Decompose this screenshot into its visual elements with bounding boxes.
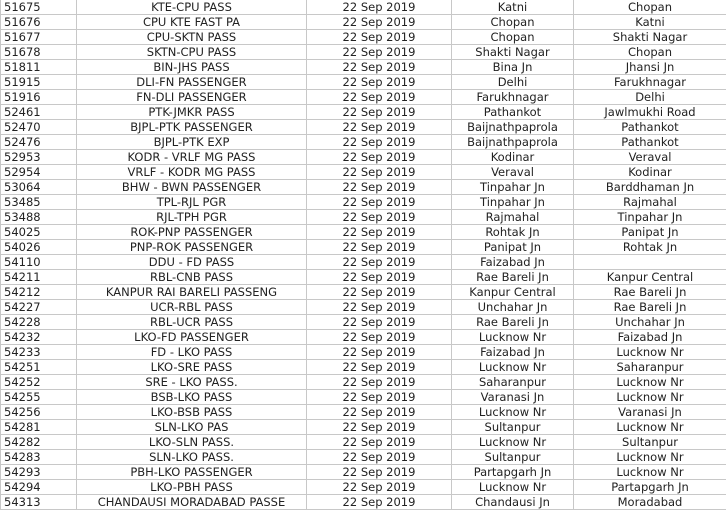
train-number-cell: 54256	[1, 405, 77, 420]
train-number-cell: 53488	[1, 210, 77, 225]
to-station-cell: Rajmahal	[574, 195, 726, 210]
to-station-cell: Farukhnagar	[574, 75, 726, 90]
train-number-cell: 53064	[1, 180, 77, 195]
to-station-cell: Lucknow Nr	[574, 450, 726, 465]
table-row	[1, 45, 726, 60]
train-number-cell: 54293	[1, 465, 77, 480]
train-name-cell: LKO-SRE PASS	[77, 360, 307, 375]
to-station-cell: Chopan	[574, 45, 726, 60]
from-station-cell: Katni	[452, 0, 574, 15]
table-row	[1, 165, 726, 180]
train-schedule-body	[1, 0, 726, 510]
from-station-cell: Kodinar	[452, 150, 574, 165]
date-cell: 22 Sep 2019	[307, 435, 452, 450]
from-station-cell: Veraval	[452, 165, 574, 180]
train-name-cell: KODR - VRLF MG PASS	[77, 150, 307, 165]
date-cell: 22 Sep 2019	[307, 345, 452, 360]
table-row	[1, 465, 726, 480]
from-station-cell: Baijnathpaprola	[452, 135, 574, 150]
train-number-cell: 54255	[1, 390, 77, 405]
to-station-cell: Veraval	[574, 150, 726, 165]
to-station-cell: Faizabad Jn	[574, 330, 726, 345]
from-station-cell: Farukhnagar	[452, 90, 574, 105]
train-name-cell: FD - LKO PASS	[77, 345, 307, 360]
table-row	[1, 105, 726, 120]
train-number-cell: 54227	[1, 300, 77, 315]
to-station-cell: Jawlmukhi Road	[574, 105, 726, 120]
date-cell: 22 Sep 2019	[307, 180, 452, 195]
to-station-cell: Lucknow Nr	[574, 420, 726, 435]
date-cell: 22 Sep 2019	[307, 195, 452, 210]
date-cell: 22 Sep 2019	[307, 495, 452, 510]
table-row	[1, 15, 726, 30]
from-station-cell: Rajmahal	[452, 210, 574, 225]
train-name-cell: UCR-RBL PASS	[77, 300, 307, 315]
from-station-cell: Lucknow Nr	[452, 360, 574, 375]
table-row	[1, 255, 726, 270]
to-station-cell: Katni	[574, 15, 726, 30]
date-cell: 22 Sep 2019	[307, 75, 452, 90]
to-station-cell: Barddhaman Jn	[574, 180, 726, 195]
from-station-cell: Tinpahar Jn	[452, 195, 574, 210]
to-station-cell: Moradabad	[574, 495, 726, 510]
train-name-cell: VRLF - KODR MG PASS	[77, 165, 307, 180]
table-row	[1, 300, 726, 315]
train-name-cell: RBL-UCR PASS	[77, 315, 307, 330]
table-row	[1, 420, 726, 435]
train-number-cell: 51916	[1, 90, 77, 105]
from-station-cell: Tinpahar Jn	[452, 180, 574, 195]
table-row	[1, 60, 726, 75]
to-station-cell: Lucknow Nr	[574, 345, 726, 360]
train-name-cell: KTE-CPU PASS	[77, 0, 307, 15]
train-name-cell: BHW - BWN PASSENGER	[77, 180, 307, 195]
train-name-cell: ROK-PNP PASSENGER	[77, 225, 307, 240]
from-station-cell: Lucknow Nr	[452, 330, 574, 345]
to-station-cell: Unchahar Jn	[574, 315, 726, 330]
from-station-cell: Faizabad Jn	[452, 345, 574, 360]
from-station-cell: Faizabad Jn	[452, 255, 574, 270]
date-cell: 22 Sep 2019	[307, 15, 452, 30]
date-cell: 22 Sep 2019	[307, 465, 452, 480]
table-row	[1, 405, 726, 420]
train-number-cell: 54283	[1, 450, 77, 465]
train-name-cell: SLN-LKO PAS	[77, 420, 307, 435]
table-row	[1, 180, 726, 195]
to-station-cell: Lucknow Nr	[574, 390, 726, 405]
from-station-cell: Rae Bareli Jn	[452, 315, 574, 330]
train-number-cell: 54232	[1, 330, 77, 345]
date-cell: 22 Sep 2019	[307, 135, 452, 150]
to-station-cell: Delhi	[574, 90, 726, 105]
to-station-cell: Varanasi Jn	[574, 405, 726, 420]
date-cell: 22 Sep 2019	[307, 240, 452, 255]
date-cell: 22 Sep 2019	[307, 315, 452, 330]
table-row	[1, 210, 726, 225]
date-cell: 22 Sep 2019	[307, 150, 452, 165]
from-station-cell: Lucknow Nr	[452, 405, 574, 420]
from-station-cell: Delhi	[452, 75, 574, 90]
train-name-cell: PTK-JMKR PASS	[77, 105, 307, 120]
train-name-cell: BSB-LKO PASS	[77, 390, 307, 405]
to-station-cell: Jhansi Jn	[574, 60, 726, 75]
table-row	[1, 240, 726, 255]
date-cell: 22 Sep 2019	[307, 225, 452, 240]
train-number-cell: 54233	[1, 345, 77, 360]
to-station-cell: Kanpur Central	[574, 270, 726, 285]
table-row	[1, 195, 726, 210]
train-name-cell: RJL-TPH PGR	[77, 210, 307, 225]
to-station-cell: Chopan	[574, 0, 726, 15]
from-station-cell: Lucknow Nr	[452, 480, 574, 495]
to-station-cell: Lucknow Nr	[574, 465, 726, 480]
train-name-cell: DLI-FN PASSENGER	[77, 75, 307, 90]
date-cell: 22 Sep 2019	[307, 120, 452, 135]
train-name-cell: LKO-BSB PASS	[77, 405, 307, 420]
table-row	[1, 495, 726, 510]
date-cell: 22 Sep 2019	[307, 0, 452, 15]
from-station-cell: Shakti Nagar	[452, 45, 574, 60]
to-station-cell: Rohtak Jn	[574, 240, 726, 255]
from-station-cell: Rae Bareli Jn	[452, 270, 574, 285]
train-number-cell: 54026	[1, 240, 77, 255]
date-cell: 22 Sep 2019	[307, 285, 452, 300]
table-row	[1, 390, 726, 405]
train-number-cell: 51677	[1, 30, 77, 45]
date-cell: 22 Sep 2019	[307, 405, 452, 420]
from-station-cell: Kanpur Central	[452, 285, 574, 300]
from-station-cell: Panipat Jn	[452, 240, 574, 255]
to-station-cell: Kodinar	[574, 165, 726, 180]
table-row	[1, 345, 726, 360]
date-cell: 22 Sep 2019	[307, 165, 452, 180]
train-number-cell: 51675	[1, 0, 77, 15]
train-number-cell: 54252	[1, 375, 77, 390]
train-number-cell: 51676	[1, 15, 77, 30]
train-name-cell: RBL-CNB PASS	[77, 270, 307, 285]
from-station-cell: Varanasi Jn	[452, 390, 574, 405]
train-number-cell: 52954	[1, 165, 77, 180]
train-name-cell: BJPL-PTK EXP	[77, 135, 307, 150]
date-cell: 22 Sep 2019	[307, 270, 452, 285]
from-station-cell: Sultanpur	[452, 420, 574, 435]
train-name-cell: SLN-LKO PASS.	[77, 450, 307, 465]
table-row	[1, 360, 726, 375]
train-name-cell: BIN-JHS PASS	[77, 60, 307, 75]
train-name-cell: BJPL-PTK PASSENGER	[77, 120, 307, 135]
table-row	[1, 375, 726, 390]
table-row	[1, 120, 726, 135]
table-row	[1, 270, 726, 285]
train-name-cell: PBH-LKO PASSENGER	[77, 465, 307, 480]
from-station-cell: Baijnathpaprola	[452, 120, 574, 135]
from-station-cell: Bina Jn	[452, 60, 574, 75]
from-station-cell: Lucknow Nr	[452, 435, 574, 450]
date-cell: 22 Sep 2019	[307, 480, 452, 495]
date-cell: 22 Sep 2019	[307, 30, 452, 45]
to-station-cell: Pathankot	[574, 135, 726, 150]
table-row	[1, 225, 726, 240]
to-station-cell: Pathankot	[574, 120, 726, 135]
train-name-cell: CPU-SKTN PASS	[77, 30, 307, 45]
train-name-cell: TPL-RJL PGR	[77, 195, 307, 210]
train-number-cell: 54110	[1, 255, 77, 270]
table-row	[1, 330, 726, 345]
from-station-cell: Partapgarh Jn	[452, 465, 574, 480]
to-station-cell	[574, 255, 726, 270]
date-cell: 22 Sep 2019	[307, 360, 452, 375]
from-station-cell: Chopan	[452, 30, 574, 45]
from-station-cell: Saharanpur	[452, 375, 574, 390]
train-number-cell: 52461	[1, 105, 77, 120]
table-row	[1, 435, 726, 450]
to-station-cell: Lucknow Nr	[574, 375, 726, 390]
to-station-cell: Sultanpur	[574, 435, 726, 450]
table-row	[1, 135, 726, 150]
date-cell: 22 Sep 2019	[307, 300, 452, 315]
table-row	[1, 0, 726, 15]
train-number-cell: 54228	[1, 315, 77, 330]
date-cell: 22 Sep 2019	[307, 105, 452, 120]
to-station-cell: Partapgarh Jn	[574, 480, 726, 495]
train-number-cell: 51915	[1, 75, 77, 90]
train-name-cell: LKO-PBH PASS	[77, 480, 307, 495]
date-cell: 22 Sep 2019	[307, 420, 452, 435]
table-row	[1, 150, 726, 165]
train-name-cell: PNP-ROK PASSENGER	[77, 240, 307, 255]
date-cell: 22 Sep 2019	[307, 330, 452, 345]
train-name-cell: FN-DLI PASSENGER	[77, 90, 307, 105]
train-number-cell: 51811	[1, 60, 77, 75]
train-name-cell: KANPUR RAI BARELI PASSENG	[77, 285, 307, 300]
from-station-cell: Unchahar Jn	[452, 300, 574, 315]
train-number-cell: 54281	[1, 420, 77, 435]
train-number-cell: 52953	[1, 150, 77, 165]
table-row	[1, 90, 726, 105]
date-cell: 22 Sep 2019	[307, 255, 452, 270]
date-cell: 22 Sep 2019	[307, 90, 452, 105]
train-number-cell: 51678	[1, 45, 77, 60]
table-row	[1, 30, 726, 45]
train-number-cell: 53485	[1, 195, 77, 210]
train-number-cell: 54211	[1, 270, 77, 285]
train-name-cell: LKO-FD PASSENGER	[77, 330, 307, 345]
train-number-cell: 54294	[1, 480, 77, 495]
train-number-cell: 54025	[1, 225, 77, 240]
train-name-cell: LKO-SLN PASS.	[77, 435, 307, 450]
train-name-cell: SRE - LKO PASS.	[77, 375, 307, 390]
to-station-cell: Shakti Nagar	[574, 30, 726, 45]
table-row	[1, 480, 726, 495]
from-station-cell: Chopan	[452, 15, 574, 30]
train-number-cell: 52476	[1, 135, 77, 150]
to-station-cell: Rae Bareli Jn	[574, 300, 726, 315]
date-cell: 22 Sep 2019	[307, 45, 452, 60]
from-station-cell: Pathankot	[452, 105, 574, 120]
to-station-cell: Rae Bareli Jn	[574, 285, 726, 300]
date-cell: 22 Sep 2019	[307, 390, 452, 405]
from-station-cell: Chandausi Jn	[452, 495, 574, 510]
train-number-cell: 54212	[1, 285, 77, 300]
to-station-cell: Tinpahar Jn	[574, 210, 726, 225]
table-row	[1, 315, 726, 330]
table-row	[1, 285, 726, 300]
from-station-cell: Sultanpur	[452, 450, 574, 465]
train-number-cell: 54313	[1, 495, 77, 510]
to-station-cell: Saharanpur	[574, 360, 726, 375]
train-name-cell: SKTN-CPU PASS	[77, 45, 307, 60]
train-number-cell: 54282	[1, 435, 77, 450]
date-cell: 22 Sep 2019	[307, 210, 452, 225]
train-name-cell: CHANDAUSI MORADABAD PASSE	[77, 495, 307, 510]
table-row	[1, 450, 726, 465]
from-station-cell: Rohtak Jn	[452, 225, 574, 240]
date-cell: 22 Sep 2019	[307, 60, 452, 75]
train-number-cell: 52470	[1, 120, 77, 135]
table-row	[1, 75, 726, 90]
train-name-cell: DDU - FD PASS	[77, 255, 307, 270]
date-cell: 22 Sep 2019	[307, 450, 452, 465]
train-number-cell: 54251	[1, 360, 77, 375]
train-name-cell: CPU KTE FAST PA	[77, 15, 307, 30]
to-station-cell: Panipat Jn	[574, 225, 726, 240]
date-cell: 22 Sep 2019	[307, 375, 452, 390]
